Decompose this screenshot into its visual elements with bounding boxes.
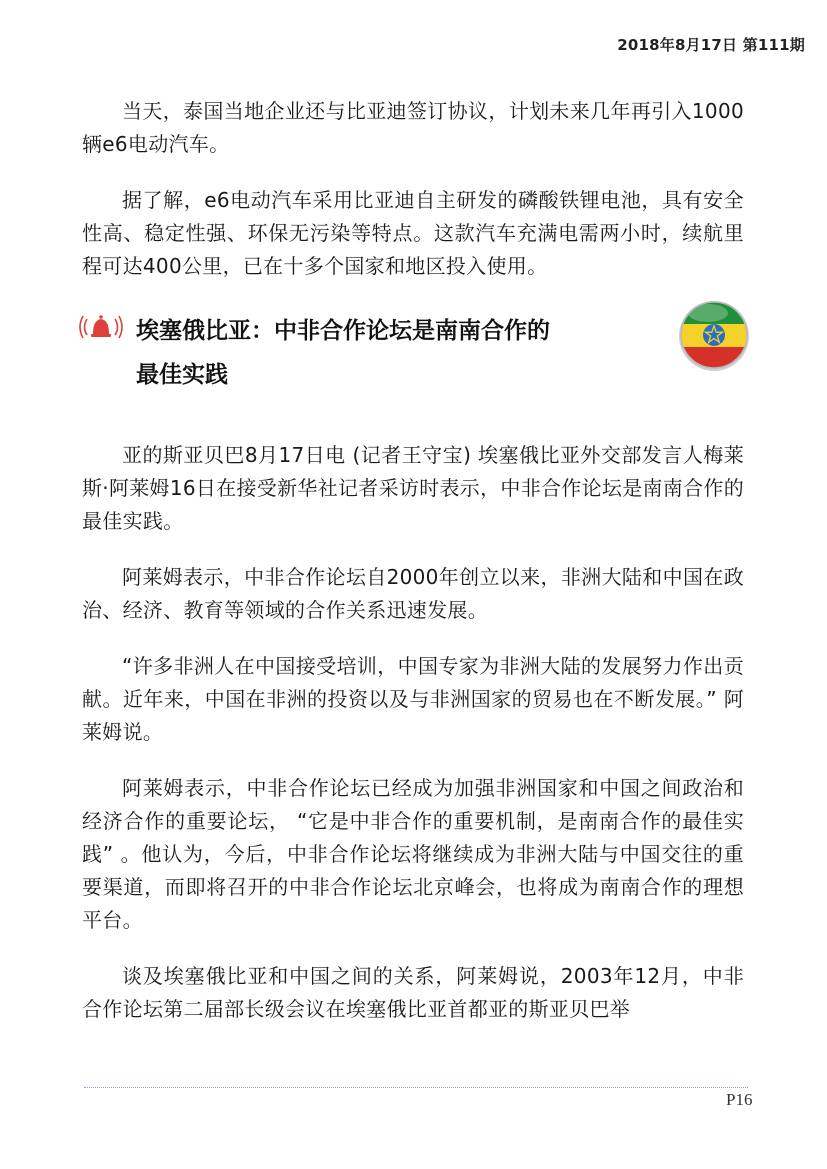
paragraph: 据了解，e6电动汽车采用比亚迪自主研发的磷酸铁锂电池，具有安全性高、稳定性强、环保无污染等特点。这款汽车充满电需两小时，续航里程可达400公里，已在十多个国家和地区投入使用。: [82, 188, 744, 278]
page-number: P16: [726, 1090, 753, 1109]
paragraph: 阿莱姆表示，中非合作论坛已经成为加强非洲国家和中国之间政治和经济合作的重要论坛， “它是中非合作的重要机制，是南南合作的最佳实践” 。他认为，今后，中非合作论坛将继续成为非洲大陆与中国交往的重要渠道，而即将召开的中非合作论坛北京峰会，也将成为南南合作的理想平台。: [82, 776, 744, 932]
paragraph: 阿莱姆表示，中非合作论坛自2000年创立以来，非洲大陆和中国在政治、经济、教育等领域的合作关系迅速发展。: [82, 565, 744, 622]
paragraph: 当天，泰国当地企业还与比亚迪签订协议，计划未来几年再引入1000辆e6电动汽车。: [82, 99, 744, 156]
section-title-line1: 埃塞俄比亚：中非合作论坛是南南合作的: [136, 318, 550, 344]
paragraph: 谈及埃塞俄比亚和中国之间的关系，阿莱姆说，2003年12月，中非合作论坛第二届部长级会议在埃塞俄比亚首都亚的斯亚贝巴举: [82, 964, 744, 1021]
section-title: [136, 309, 656, 397]
footer-divider: [84, 1087, 748, 1088]
paragraph: “许多非洲人在中国接受培训，中国专家为非洲大陆的发展努力作出贡献。近年来，中国在非洲的投资以及与非洲国家的贸易也在不断发展。” 阿莱姆说。: [82, 654, 744, 744]
issue-date: 2018年8月17日 第111期: [617, 36, 805, 54]
ethiopia-flag-icon: [678, 299, 750, 371]
paragraph: 亚的斯亚贝巴8月17日电 (记者王守宝) 埃塞俄比亚外交部发言人梅莱斯·阿莱姆16日在接受新华社记者采访时表示，中非合作论坛是南南合作的最佳实践。: [82, 443, 745, 533]
section-title-line2: 最佳实践: [136, 362, 228, 388]
bell-alert-icon: [78, 313, 124, 341]
section-heading: [82, 309, 744, 419]
article-body: [82, 95, 744, 1049]
